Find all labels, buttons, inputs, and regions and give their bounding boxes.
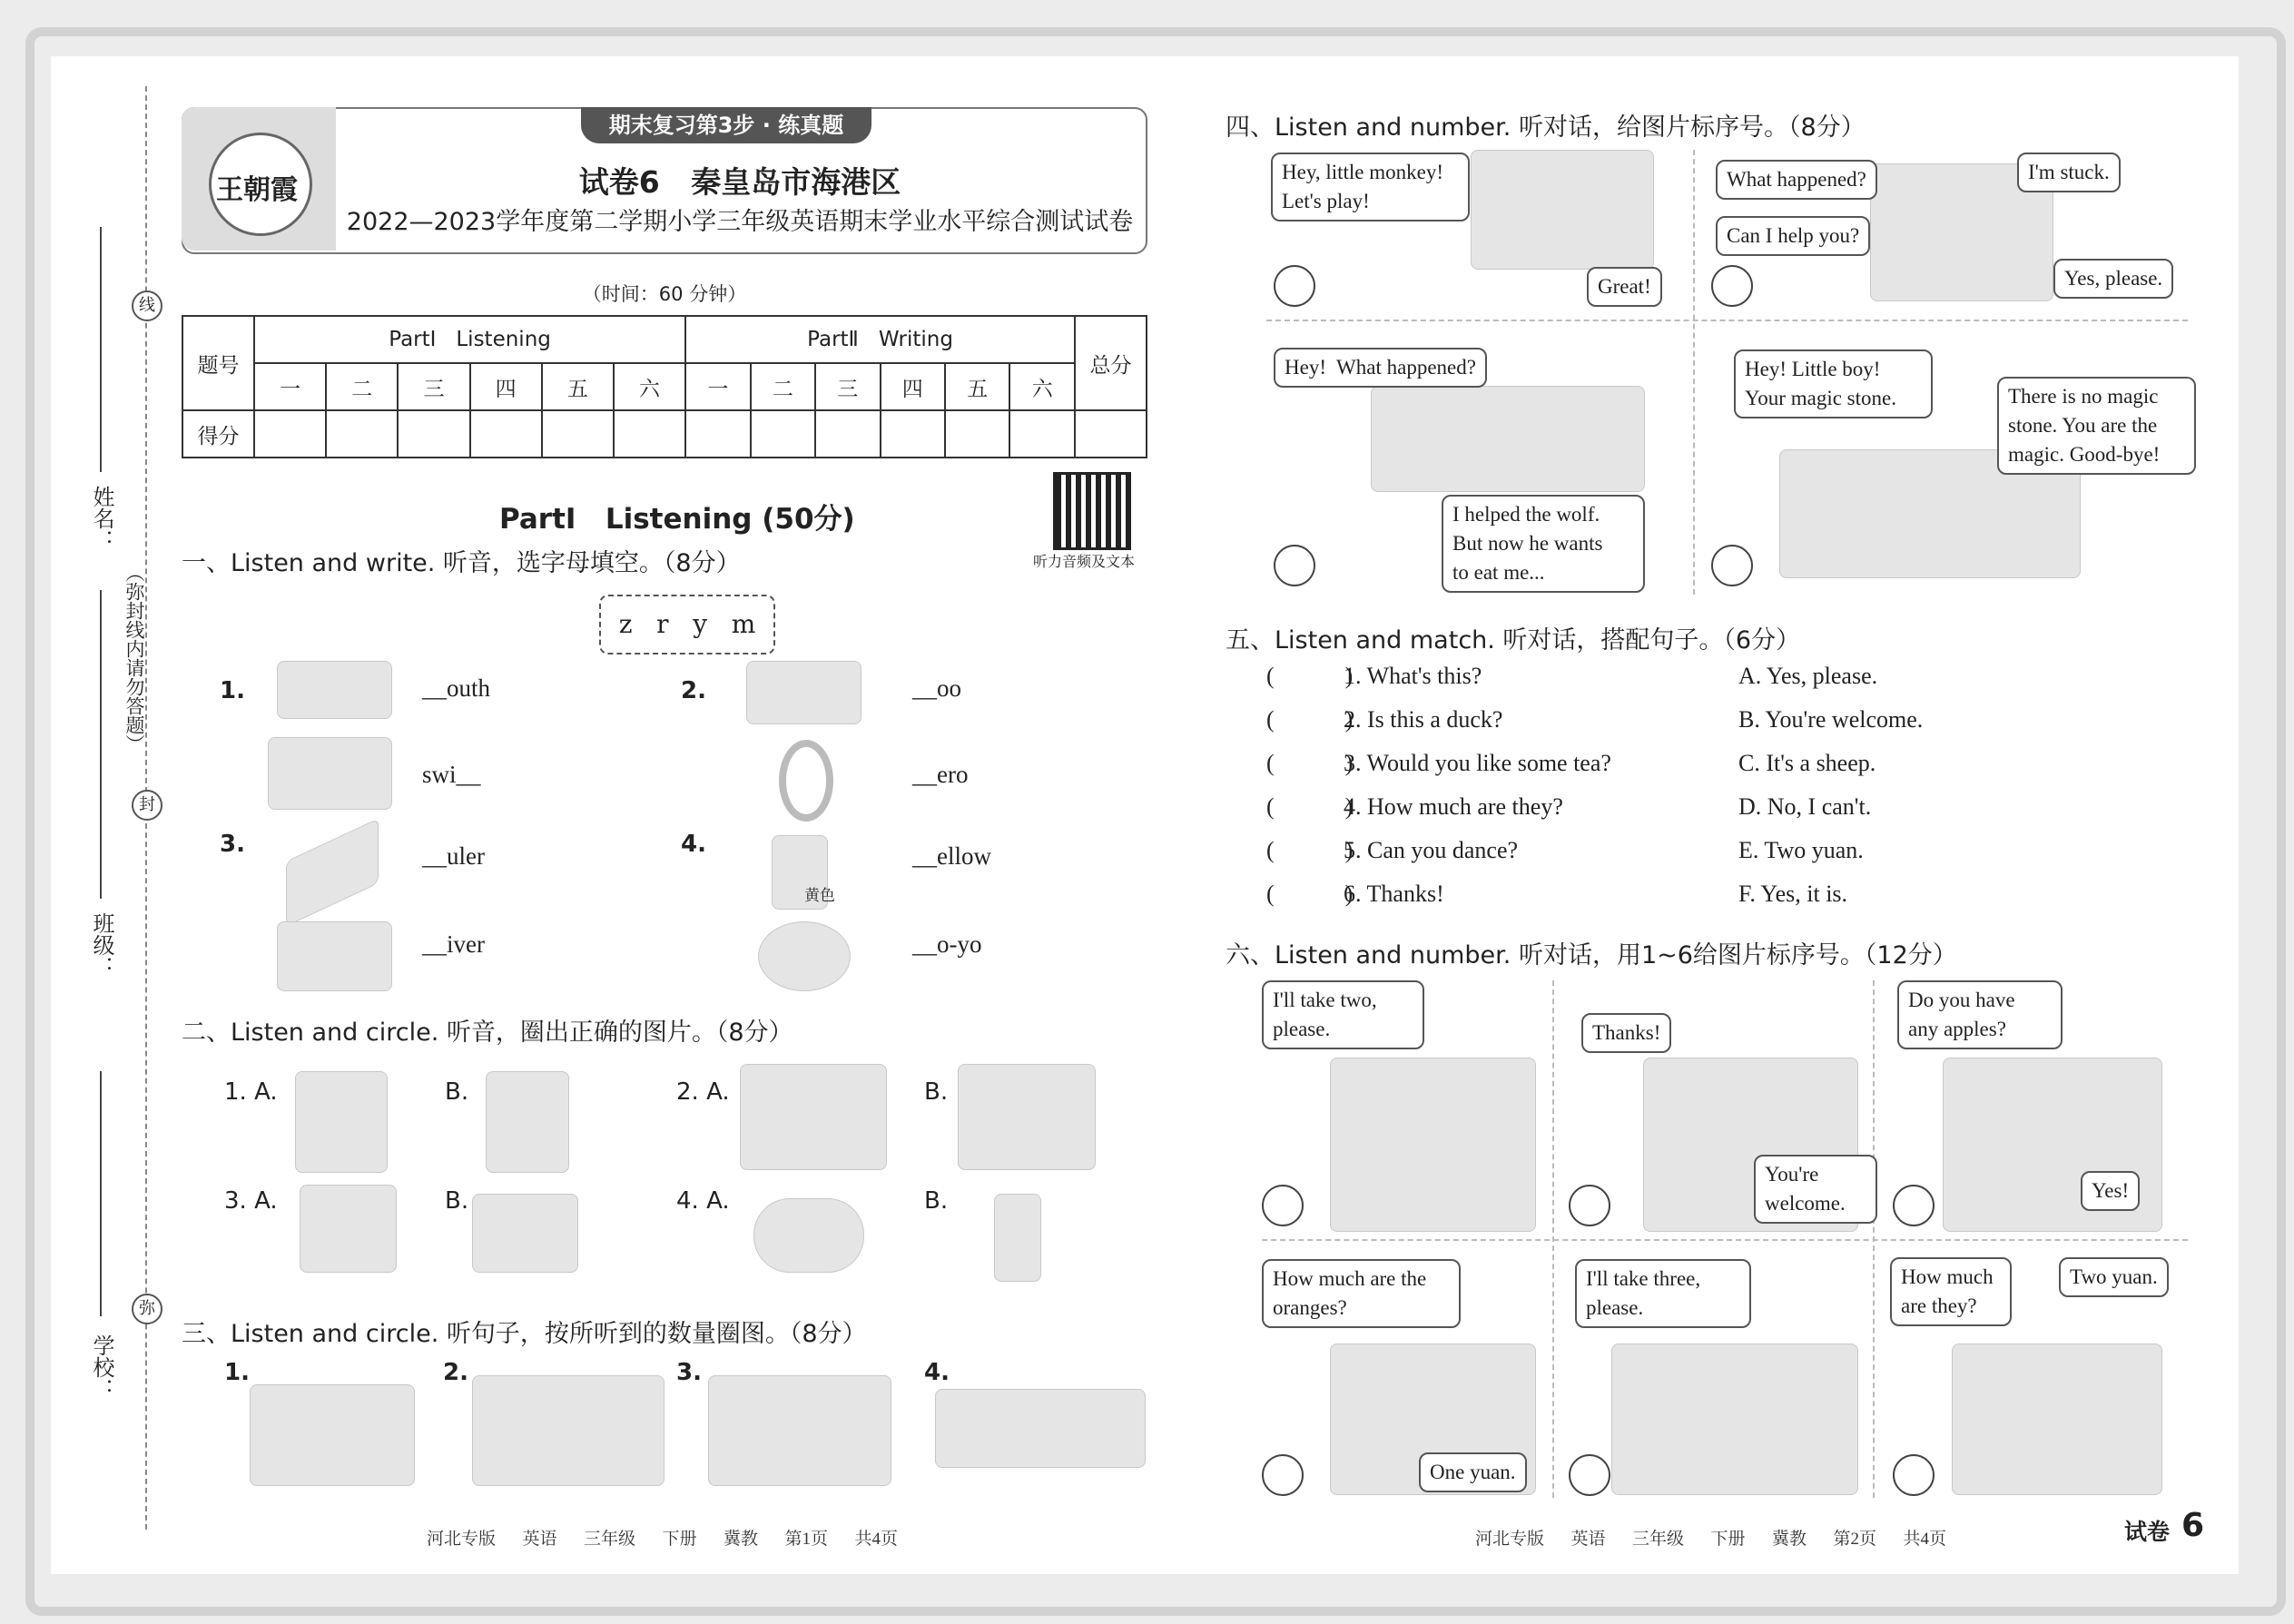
footer-left: 河北专版 英语 三年级 下册 冀教 第1页 共4页 xyxy=(427,1530,899,1549)
score-cell[interactable] xyxy=(470,410,542,458)
s6-bubble-5: Yes! xyxy=(2081,1171,2140,1211)
part1-header: PartⅠ Listening xyxy=(254,316,685,363)
s6-divider-v xyxy=(1873,980,1875,1498)
tag-mi: 弥 xyxy=(132,1294,162,1324)
row-label-number: 题号 xyxy=(182,316,254,410)
bananas-image[interactable] xyxy=(250,1384,415,1486)
s2-label: B. xyxy=(924,1187,949,1215)
score-cell[interactable] xyxy=(398,410,469,458)
score-cell[interactable] xyxy=(1009,410,1075,458)
option-image[interactable] xyxy=(486,1071,569,1173)
s1-num-1: 1. xyxy=(220,677,245,704)
zoo-image xyxy=(746,661,861,724)
section2-title: 二、Listen and circle. 听音，圈出正确的图片。（8分） xyxy=(182,1019,793,1047)
score-cell[interactable] xyxy=(254,410,326,458)
s4-bubble-3: What happened? xyxy=(1716,160,1877,200)
step-banner: 期末复习第3步 · 练真题 xyxy=(581,107,871,143)
paper-title: 试卷6 秦皇岛市海港区 xyxy=(578,164,901,200)
s4-answer-circle-2[interactable] xyxy=(1711,265,1753,307)
col-num: 一 xyxy=(254,363,326,410)
paper-number: 6 xyxy=(2181,1507,2205,1544)
s6-bubble-8: I'll take three, please. xyxy=(1575,1259,1751,1328)
s6-bubble-3: You're welcome. xyxy=(1754,1155,1877,1224)
s4-bubble-7: Hey! What happened? xyxy=(1274,348,1487,388)
section5-title: 五、Listen and match. 听对话，搭配句子。（6分） xyxy=(1226,626,1801,655)
s6-bubble-2: Thanks! xyxy=(1581,1013,1671,1053)
s4-answer-circle-3[interactable] xyxy=(1274,545,1315,586)
paper-subtitle: 2022—2023学年度第二学期小学三年级英语期末学业水平综合测试试卷 xyxy=(346,208,1134,236)
s6-answer-circle-4[interactable] xyxy=(1262,1454,1304,1496)
s4-bubble-1: Hey, little monkey! Let's play! xyxy=(1271,153,1470,221)
section4-title: 四、Listen and number. 听对话，给图片标序号。（8分） xyxy=(1226,113,1866,142)
yoyo-image xyxy=(758,921,851,991)
river-image xyxy=(277,921,392,991)
col-num: 五 xyxy=(945,363,1009,410)
option-image[interactable] xyxy=(295,1071,388,1173)
s5-paren[interactable]: ( ) xyxy=(1266,663,1354,689)
school-label: 学校： xyxy=(89,1334,114,1400)
zero-image xyxy=(779,740,833,822)
option-image[interactable] xyxy=(472,1194,578,1273)
s4-divider-h xyxy=(1266,320,2188,321)
score-cell[interactable] xyxy=(614,410,685,458)
footer-right: 河北专版 英语 三年级 下册 冀教 第2页 共4页 xyxy=(1475,1530,1947,1549)
s6-divider-v xyxy=(1552,980,1554,1498)
s5-question: 2. Is this a duck? xyxy=(1344,706,1503,733)
s5-paren[interactable]: ( ) xyxy=(1266,837,1354,863)
s4-divider-v xyxy=(1693,150,1695,595)
s5-answer: B. You're welcome. xyxy=(1738,706,1924,733)
swimmer-image xyxy=(268,737,392,810)
part2-header: PartⅡ Writing xyxy=(685,316,1075,363)
score-cell[interactable] xyxy=(542,410,614,458)
s1-num-3: 3. xyxy=(220,831,245,858)
s2-label: B. xyxy=(924,1078,949,1106)
s6-divider-h xyxy=(1262,1239,2188,1241)
col-num: 四 xyxy=(470,363,542,410)
name-label: 姓名： xyxy=(89,486,114,551)
s1-item: __ellow xyxy=(912,842,991,870)
time-limit: （时间：60 分钟） xyxy=(582,283,747,305)
s6-bubble-7: One yuan. xyxy=(1419,1452,1527,1492)
s5-paren[interactable]: ( ) xyxy=(1266,793,1354,820)
col-num: 四 xyxy=(881,363,945,410)
qr-caption: 听力音频及文本 xyxy=(1033,553,1136,570)
score-cell[interactable] xyxy=(815,410,880,458)
part1-title: PartⅠ Listening (50分) xyxy=(499,503,855,536)
apples-image[interactable] xyxy=(472,1375,665,1486)
class-label: 班级： xyxy=(89,912,114,978)
s5-answer: A. Yes, please. xyxy=(1738,663,1878,689)
qr-code-icon[interactable] xyxy=(1053,472,1131,550)
col-num: 五 xyxy=(542,363,614,410)
name-line xyxy=(100,227,102,472)
s2-label: 3. A. xyxy=(224,1187,278,1215)
option-image[interactable] xyxy=(740,1064,887,1170)
pigs-image[interactable] xyxy=(935,1389,1146,1468)
s4-bubble-2: Great! xyxy=(1587,267,1662,307)
s1-num-4: 4. xyxy=(681,831,706,858)
school-line xyxy=(100,1071,102,1316)
tag-seal: 封 xyxy=(132,790,162,821)
col-num: 六 xyxy=(614,363,685,410)
s2-label: 2. A. xyxy=(676,1078,730,1106)
s1-item: __o-yo xyxy=(912,930,982,958)
s2-label: 1. A. xyxy=(224,1078,278,1106)
s2-label: 4. A. xyxy=(676,1187,730,1215)
s6-answer-circle-5[interactable] xyxy=(1569,1454,1610,1496)
s1-num-2: 2. xyxy=(681,677,706,704)
col-num: 二 xyxy=(326,363,398,410)
s3-num: 4. xyxy=(924,1359,950,1386)
s5-paren[interactable]: ( ) xyxy=(1266,706,1354,733)
s3-num: 2. xyxy=(443,1359,468,1386)
option-image[interactable] xyxy=(300,1185,397,1273)
section6-title: 六、Listen and number. 听对话，用1~6给图片标序号。（12分） xyxy=(1226,941,1957,969)
s1-item: swi__ xyxy=(422,761,481,788)
col-num: 三 xyxy=(398,363,469,410)
total-header: 总分 xyxy=(1075,316,1147,410)
s3-num: 3. xyxy=(676,1359,702,1386)
score-cell[interactable] xyxy=(685,410,750,458)
s4-bubble-5: Can I help you? xyxy=(1716,216,1870,256)
s6-answer-circle-1[interactable] xyxy=(1262,1185,1304,1226)
s5-question: 1. What's this? xyxy=(1344,663,1482,689)
seal-note: （弥封线内请勿答题） xyxy=(123,563,145,753)
s5-paren[interactable]: ( ) xyxy=(1266,881,1354,907)
s4-bubble-9: Hey! Little boy! Your magic stone. xyxy=(1734,349,1933,418)
paper-label: 试卷 xyxy=(2124,1519,2171,1545)
s4-bubble-8: I helped the wolf. But now he wants to eat me... xyxy=(1442,495,1645,593)
logo xyxy=(182,107,336,251)
fruit-stall-image xyxy=(1952,1343,2162,1495)
s6-bubble-6: How much are the oranges? xyxy=(1262,1259,1461,1328)
mouth-image xyxy=(277,661,392,719)
score-cell[interactable] xyxy=(751,410,815,458)
s3-num: 1. xyxy=(224,1359,250,1386)
letter-box: z r y m xyxy=(599,595,775,655)
s4-answer-circle-1[interactable] xyxy=(1274,265,1315,307)
s4-bubble-10: There is no magic stone. You are the magic. Good-bye! xyxy=(1997,377,2196,475)
s6-answer-circle-3[interactable] xyxy=(1893,1185,1935,1226)
option-image[interactable] xyxy=(753,1198,864,1273)
s1-item: __uler xyxy=(422,842,485,870)
s5-answer: F. Yes, it is. xyxy=(1738,881,1848,907)
section1-title: 一、Listen and write. 听音，选字母填空。（8分） xyxy=(182,549,741,577)
s4-bubble-6: Yes, please. xyxy=(2053,259,2173,299)
s5-answer: E. Two yuan. xyxy=(1738,837,1864,863)
s5-question: 5. Can you dance? xyxy=(1344,837,1519,863)
s5-answer: C. It's a sheep. xyxy=(1738,750,1876,776)
s6-bubble-9: How much are they? xyxy=(1890,1257,2012,1326)
option-image[interactable] xyxy=(958,1064,1096,1170)
s5-question: 3. Would you like some tea? xyxy=(1344,750,1611,776)
score-cell[interactable] xyxy=(945,410,1009,458)
s5-answer: D. No, I can't. xyxy=(1738,793,1872,820)
s6-bubble-4: Do you have any apples? xyxy=(1897,980,2063,1049)
s2-label: B. xyxy=(445,1187,469,1215)
s6-answer-circle-2[interactable] xyxy=(1569,1185,1610,1226)
logo-text: 王朝霞 xyxy=(216,174,298,206)
s6-bubble-1: I'll take two, please. xyxy=(1262,980,1424,1049)
s1-item: __ero xyxy=(912,761,969,788)
s2-label: B. xyxy=(445,1078,469,1106)
s6-bubble-10: Two yuan. xyxy=(2059,1257,2169,1297)
class-line xyxy=(100,590,102,899)
fruit-stall-image xyxy=(1330,1058,1536,1232)
s4-answer-circle-4[interactable] xyxy=(1711,545,1753,586)
s4-bubble-4: I'm stuck. xyxy=(2017,153,2121,192)
col-num: 一 xyxy=(685,363,750,410)
rabbits-image[interactable] xyxy=(708,1375,891,1486)
col-num: 六 xyxy=(1009,363,1075,410)
fruit-stall-image xyxy=(1611,1343,1858,1495)
score-cell[interactable] xyxy=(881,410,945,458)
col-num: 三 xyxy=(815,363,880,410)
s1-item: __oo xyxy=(912,674,961,702)
wolf-image xyxy=(1371,386,1645,492)
s6-answer-circle-6[interactable] xyxy=(1893,1454,1935,1496)
score-table xyxy=(182,315,1147,458)
s1-item: __iver xyxy=(422,930,485,958)
tag-line: 线 xyxy=(132,290,162,321)
monkey-rabbit-image xyxy=(1471,150,1654,270)
s5-question: 6. Thanks! xyxy=(1344,881,1444,907)
section3-title: 三、Listen and circle. 听句子，按所听到的数量圈图。（8分） xyxy=(182,1320,867,1348)
col-num: 二 xyxy=(751,363,815,410)
s1-item: __outh xyxy=(422,674,491,702)
pencil-label: 黄色 xyxy=(804,887,835,905)
option-image[interactable] xyxy=(994,1194,1041,1282)
s5-paren[interactable]: ( ) xyxy=(1266,750,1354,776)
score-cell[interactable] xyxy=(1075,410,1147,458)
s5-question: 4. How much are they? xyxy=(1344,793,1563,820)
row-label-score: 得分 xyxy=(182,410,254,458)
score-cell[interactable] xyxy=(326,410,398,458)
